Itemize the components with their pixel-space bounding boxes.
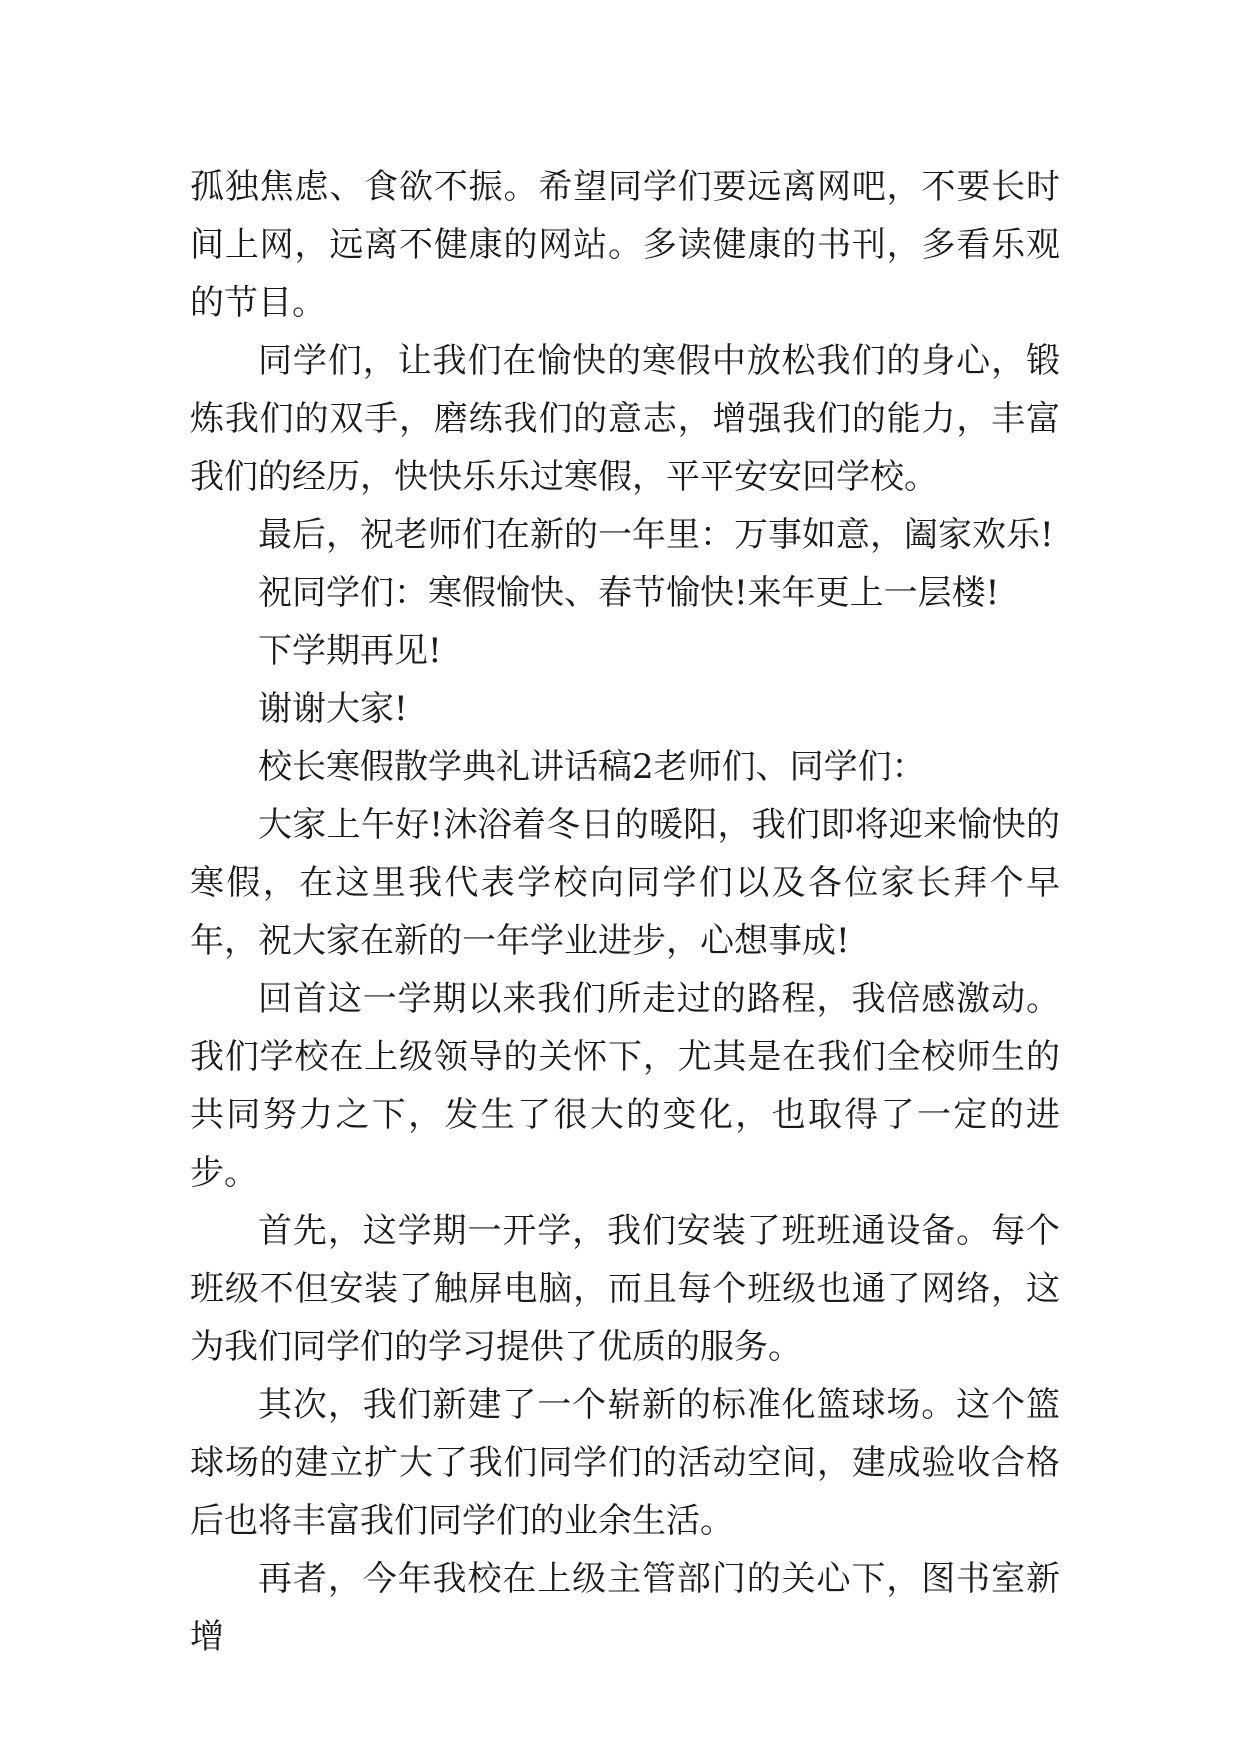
paragraph-11: 其次，我们新建了一个崭新的标准化篮球场。这个篮球场的建立扩大了我们同学们的活动空间，建成验收合格后也将丰富我们同学们的业余生活。 xyxy=(190,1385,1060,1541)
paragraph-12: 再者，今年我校在上级主管部门的关心下，图书室新增 xyxy=(190,1559,1060,1657)
paragraph-2: 同学们，让我们在愉快的寒假中放松我们的身心，锻炼我们的双手，磨练我们的意志，增强我们的能力，丰富我们的经历，快快乐乐过寒假，平平安安回学校。 xyxy=(190,341,1060,497)
paragraph-10: 首先，这学期一开学，我们安装了班班通设备。每个班级不但安装了触屏电脑，而且每个班级也通了网络，这为我们同学们的学习提供了优质的服务。 xyxy=(190,1211,1060,1367)
document-body xyxy=(190,158,1060,1666)
paragraph-4: 祝同学们：寒假愉快、春节愉快!来年更上一层楼! xyxy=(258,573,1000,613)
paragraph-8: 大家上午好!沐浴着冬日的暖阳，我们即将迎来愉快的寒假，在这里我代表学校向同学们以及各位家长拜个早年，祝大家在新的一年学业进步，心想事成! xyxy=(190,805,1060,961)
paragraph-7: 校长寒假散学典礼讲话稿2老师们、同学们： xyxy=(258,747,926,787)
paragraph-9: 回首这一学期以来我们所走过的路程，我倍感激动。我们学校在上级领导的关怀下，尤其是在我们全校师生的共同努力之下，发生了很大的变化，也取得了一定的进步。 xyxy=(190,979,1060,1193)
paragraph-5: 下学期再见! xyxy=(258,631,442,671)
paragraph-3: 最后，祝老师们在新的一年里：万事如意，阖家欢乐! xyxy=(258,515,1054,555)
paragraph-6: 谢谢大家! xyxy=(258,689,408,729)
paragraph-1: 孤独焦虑、食欲不振。希望同学们要远离网吧，不要长时间上网，远离不健康的网站。多读健康的书刊，多看乐观的节目。 xyxy=(190,167,1060,323)
